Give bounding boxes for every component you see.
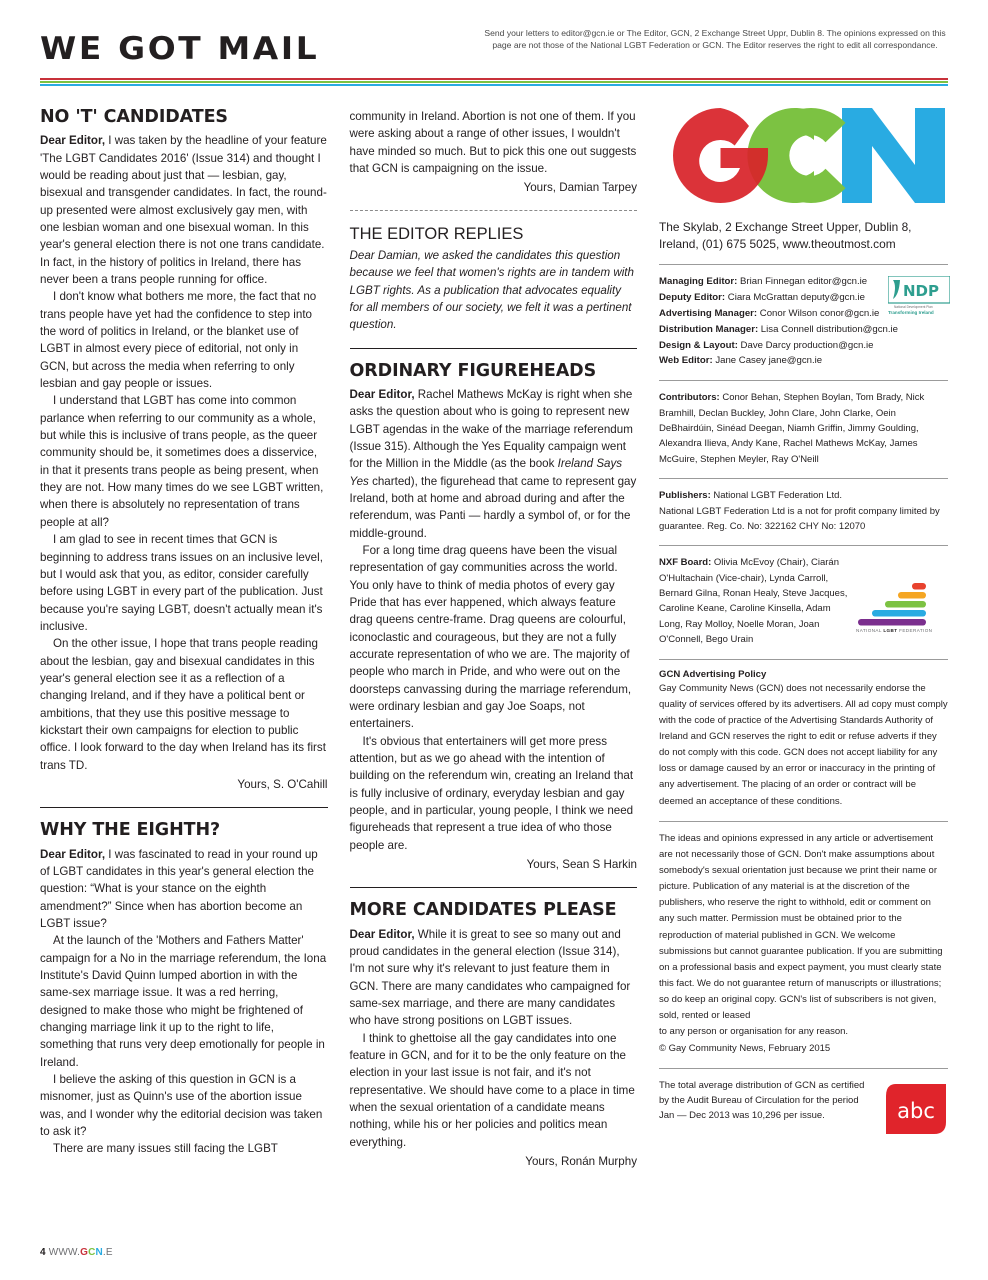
- footer-letter-n: N: [95, 1247, 103, 1258]
- staff-value: Brian Finnegan editor@gcn.ie: [737, 275, 868, 287]
- staff-value: Ciara McGrattan deputy@gcn.ie: [725, 291, 865, 303]
- abc-logo-text: abc: [897, 1098, 935, 1123]
- staff-list: [659, 274, 948, 370]
- staff-role: Deputy Editor:: [659, 291, 726, 303]
- letter-more-candidates: [350, 901, 638, 1170]
- logo-letter-n: [842, 108, 945, 203]
- letter-paragraph: [40, 846, 328, 933]
- letter-paragraph-text: Rachel Mathews McKay is right when she asks the question about who is going to represent new LGBT agendas in the wake of the marriage referendum (Issue 315). Although the Yes Equality campaign went for the Million in the Middle (as the book: [349, 387, 633, 471]
- staff-value: Lisa Connell distribution@gcn.ie: [758, 323, 899, 335]
- letter-salutation: Dear Editor,: [349, 387, 415, 401]
- abc-logo: [886, 1084, 946, 1134]
- letter-paragraph: [40, 132, 328, 288]
- letter-why-the-eighth: [40, 821, 328, 1157]
- letter-heading: ORDINARY FIGUREHEADS: [349, 360, 597, 381]
- disclaimer-body: The ideas and opinions expressed in any article or advertisement are not necessarily those of GCN. Don't make assumptions about somebody's sexual orientation just because we print their name or picture. Publication of any material is at the discretion of the publishers, who reserve the right to withhold, edit or comment on any such matter. Permission must be obtained prior to the reproduction of material published in GCN. We welcome submissions but cannot guarantee publication. If you are submitting on a professional basis and expect payment, you must clearly state this fact. We do not guarantee return of manuscripts or illustrations; so do keep an original copy. GCN's list of subscribers is not given, sold, rented or leased: [659, 832, 943, 1022]
- letter-paragraph: It's obvious that entertainers will get more press attention, but as we go ahead with the intention of building on the referendum win, creating an Ireland that is fully inclusive of ordinary, everyday lesbian and gay people, and in particular, young people, I think we need figureheads that represent a true idea of who those people are.: [349, 734, 634, 852]
- letter-paragraph: I am glad to see in recent times that GCN is beginning to address trans issues on an inclusive level, but I would ask that you, as editor, consider carefully before using LGBT in every part of the publication. Just because you're saying LGBT, doesn't actually mean it's inclusive.: [40, 533, 323, 633]
- ndp-logo-sub2: Transforming Ireland: [888, 309, 934, 315]
- nxf-members: Olivia McEvoy (Chair), Ciarán O'Hultachain (Vice-chair), Lynda Carroll, Bernard Gilna, Ronan Healy, Steve Jacques, Caroline Keane, Caroline Kinsella, Adam Long, Ray Molloy, Noelle Moran, Joan O'Connell, Bego Urain: [659, 557, 848, 646]
- colophon-divider: [659, 380, 948, 381]
- gcn-logo-svg: [659, 104, 948, 207]
- letter-salutation: Dear Editor,: [40, 134, 106, 148]
- nxf-logo-svg: [852, 581, 948, 633]
- editor-reply-heading: THE EDITOR REPLIES: [349, 224, 524, 243]
- letter-signature: Yours, Sean S Harkin: [526, 858, 637, 872]
- content-columns: [40, 108, 948, 1228]
- page-masthead: [40, 26, 948, 72]
- abc-certification-block: [659, 1078, 948, 1138]
- letter-paragraph: There are many issues still facing the LGBT: [53, 1142, 278, 1156]
- ad-policy-heading: GCN Advertising Policy: [659, 668, 767, 680]
- gcn-logo: [659, 104, 948, 207]
- letter-paragraph: I understand that LGBT has come into common parlance when referring to our community as a whole, but while this is inclusive of trans people, as the queer community should be, it sometimes does a disservice, in that it presents trans people as being present, when they are not. How many times do we see LGBT written, when there is absolutely no representation of trans people at all?: [40, 394, 324, 529]
- contributors-names: Conor Behan, Stephen Boylan, Tom Brady, Nick Bramhill, Declan Buckley, John Clare, John Clarke, Oein DeBhairdúin, Sinéad Deegan, Niamh Griffin, Jimmy Goulding, Alexandra Ilieva, Andy Kane, Rachel Mathews McKay, James McGuire, Stephen Meyler, Ray O'Neill: [659, 392, 925, 465]
- copyright-line: © Gay Community News, February 2015: [659, 1042, 831, 1054]
- letter-separator: [40, 807, 328, 808]
- page-title: WE GOT MAIL: [40, 31, 320, 67]
- publication-address: The Skylab, 2 Exchange Street Upper, Dublin 8, Ireland, (01) 675 5025, www.theoutmost.com: [659, 220, 912, 251]
- letter-heading: NO 'T' CANDIDATES: [40, 107, 228, 127]
- ndp-logo-text: NDP: [903, 281, 939, 300]
- staff-value: Jane Casey jane@gcn.ie: [712, 355, 823, 367]
- letter-paragraph: For a long time drag queens have been the visual representation of gay communities across the world. You only have to think of media photos of every gay Pride that has ever happened, which always feature drag queens centre-frame. Drag queens are colourful, iconoclastic and courageous, but they are not a fully accurate representation of who we are. The majority of people who march in Pride, and who were out on the doorsteps canvassing during the marriage referendum, were ordinary lesbian and gay Joe Soaps, not entertainers.: [349, 543, 632, 731]
- letter-no-t-candidates: [40, 108, 328, 793]
- staff-row: [659, 322, 948, 338]
- nxf-label: NXF Board:: [659, 557, 712, 569]
- contributors-label: Contributors:: [659, 392, 720, 404]
- letter-salutation: Dear Editor,: [349, 927, 415, 941]
- nxf-board-block: [659, 555, 948, 647]
- publishers-detail: National LGBT Federation Ltd is a not for profit company limited by guarantee. Reg. Co. No: 322162 CHY No: 12070: [659, 505, 940, 532]
- abc-logo-svg: [886, 1084, 946, 1134]
- publishers-value: National LGBT Federation Ltd.: [710, 490, 843, 502]
- letter-signature: Yours, S. O'Cahill: [237, 777, 328, 791]
- abc-distribution-text: The total average distribution of GCN as certified by the Audit Bureau of Circulation for the period Jan — Dec 2013 was 10,296 per issue.: [659, 1079, 865, 1122]
- ndp-logo-sub1: National Development Plan: [894, 304, 933, 309]
- column-two: [350, 108, 638, 1228]
- letter-paragraph-text-cont: charted), the figurehead that came to represent gay Ireland, both at home and abroad during and after the referendum, was Panti — hardly a symbol of, or for the middle-ground.: [349, 474, 637, 540]
- footer-letter-g: G: [80, 1247, 89, 1258]
- column-three-colophon: [659, 108, 948, 1228]
- letter-separator: [350, 887, 638, 888]
- colophon-divider: [659, 478, 948, 479]
- ad-policy-body: Gay Community News (GCN) does not necessarily endorse the quality of services offered by its advertisers. All ad copy must comply with the code of practice of the Advertising Standards Authority of Ireland and GCN reserves the right to edit or refuse adverts if they do not comply with this code. GCN does not accept liability for any loss or damage caused by an error or inaccuracy in the printing of any advertisement. The placing of an order or contract will be deemed an acceptance of these conditions.: [659, 682, 948, 807]
- letter-paragraph: [350, 386, 638, 542]
- column-one: [40, 108, 328, 1228]
- staff-role: Design & Layout:: [659, 339, 738, 351]
- nxf-board-text: [659, 555, 855, 647]
- colophon-divider: [659, 545, 948, 546]
- staff-value: Conor Wilson conor@gcn.ie: [757, 307, 880, 319]
- publishers-label: Publishers:: [659, 490, 711, 502]
- letter-paragraph-text: While it is great to see so many out and proud candidates in the general election (Issue 314), I'm not sure why it's relevant to just feature them in GCN. There are many candidates who campaigned for same-sex marriage, and there are many candidates who have strong positions on LGBT issues.: [349, 927, 631, 1028]
- footer-letter-c: C: [88, 1247, 96, 1258]
- colophon-divider: [659, 264, 948, 265]
- staff-value: Dave Darcy production@gcn.ie: [737, 339, 874, 351]
- ndp-logo-svg: [888, 276, 950, 316]
- letter-heading: MORE CANDIDATES PLEASE: [349, 900, 617, 921]
- letter-signature: Yours, Damian Tarpey: [523, 181, 637, 195]
- letter-paragraph: At the launch of the 'Mothers and Fathers Matter' campaign for a No in the marriage referendum, the Iona Institute's David Quinn lumped abortion in with the same-sex marriage issue. It was a red herring, designed to make those who might be frightened of changing marriage link it up to the right to life, something that runs very deep emotionally for people in Ireland.: [40, 934, 327, 1069]
- letter-paragraph: On the other issue, I hope that trans people reading about the lesbian, gay and bisexual candidates in this year's general election see it as a reflection of a changing Ireland, and if they have a political bent or ambitions, that they use this positive message to kickstart their own campaigns for election to public office. I look forward to the day when Ireland has its first trans TD.: [40, 637, 326, 772]
- page-number: 4: [40, 1247, 49, 1258]
- staff-row: [659, 353, 948, 369]
- letter-heading: WHY THE EIGHTH?: [40, 820, 221, 841]
- footer-www: WWW.: [48, 1247, 81, 1258]
- staff-role: Web Editor:: [659, 355, 713, 367]
- page-footer: [40, 1247, 113, 1258]
- staff-row: [659, 338, 948, 354]
- letter-paragraph: I think to ghettoise all the gay candidates into one feature in GCN, and for it to be the only feature on the election in your last issue is not fair, and it's not representative. We should have come to a place in time when the sexual orientation of a candidate means nothing, while his or her policies and politics mean everything.: [349, 1031, 635, 1149]
- ndp-logo: [888, 276, 950, 316]
- rainbow-divider: [40, 78, 948, 86]
- letter-paragraph: I don't know what bothers me more, the fact that no trans people have yet had the confidence to step into the word of politics in Ireland, or the blanket use of LGBT in almost every piece of editorial, not only in GCN, but across the media when referring to only lesbian and gay people or issues.: [40, 290, 317, 391]
- staff-role: Advertising Manager:: [659, 307, 758, 319]
- publishers-block: [659, 488, 948, 503]
- letter-separator: [350, 348, 638, 349]
- nxf-logo-caption: NATIONAL LGBT FEDERATION: [856, 628, 933, 634]
- logo-letter-g: [673, 108, 768, 203]
- contributors-block: [659, 390, 948, 467]
- letter-paragraph: I believe the asking of this question in GCN is a misnomer, just as Quinn's use of the abortion issue was, and I wonder why the editorial decision was taken to ask it?: [40, 1073, 323, 1139]
- book-title: Ireland Says Yes: [349, 457, 623, 488]
- letter-paragraph-text: I was taken by the headline of your feature 'The LGBT Candidates 2016' (Issue 314) and thought I would be reading about just that — lesbian, gay, bisexual and transgender candidates. In fact, the round-up presented were almost exclusively gay men, with one lesbian woman and one bisexual woman. In this year's general election there is not one trans candidate. In fact, in the history of politics in Ireland, there has never been a trans people running for office.: [40, 134, 327, 286]
- letter-salutation: Dear Editor,: [40, 847, 106, 861]
- letter-ordinary-figureheads: [350, 362, 638, 874]
- editor-reply-paragraph: Dear Damian, we asked the candidates this question because we feel that women's rights are in tandem with LGBT rights. As a publication that advocates equality for all members of our society, we felt it was a pertinent question.: [349, 248, 634, 332]
- staff-role: Managing Editor:: [659, 275, 738, 287]
- colophon-divider: [659, 821, 948, 822]
- staff-role: Distribution Manager:: [659, 323, 759, 335]
- disclaimer-line-two: to any person or organisation for any reason.: [659, 1026, 849, 1038]
- colophon-divider: [659, 659, 948, 660]
- editor-reply-block: [350, 225, 638, 334]
- divider-line-blue: [40, 84, 948, 86]
- letter-paragraph: [350, 926, 638, 1030]
- letter-paragraph-text: I was fascinated to read in your round up of LGBT candidates in this year's general election the question: “What is your stance on the eighth amendment?” Since when has abortion become an LGBT issue?: [40, 847, 318, 930]
- colophon-divider: [659, 1068, 948, 1069]
- nxf-rainbow-logo: [852, 581, 948, 633]
- letter-signature: Yours, Ronán Murphy: [525, 1155, 637, 1169]
- masthead-submission-note: Send your letters to editor@gcn.ie or The Editor, GCN, 2 Exchange Street Uppr, Dublin 8. The opinions expressed on this page are not those of the National LGBT Federation or GCN. The Editor reserves the right to edit all correspondance.: [484, 28, 946, 50]
- footer-domain-suffix: .E: [102, 1247, 113, 1258]
- editor-reply-separator: [350, 210, 638, 211]
- letter-paragraph-continued: community in Ireland. Abortion is not one of them. If you were asking about a range of other issues, I wouldn't have minded so much. But to pick this one out suggests that GCN is campaigning on the issue.: [349, 110, 637, 176]
